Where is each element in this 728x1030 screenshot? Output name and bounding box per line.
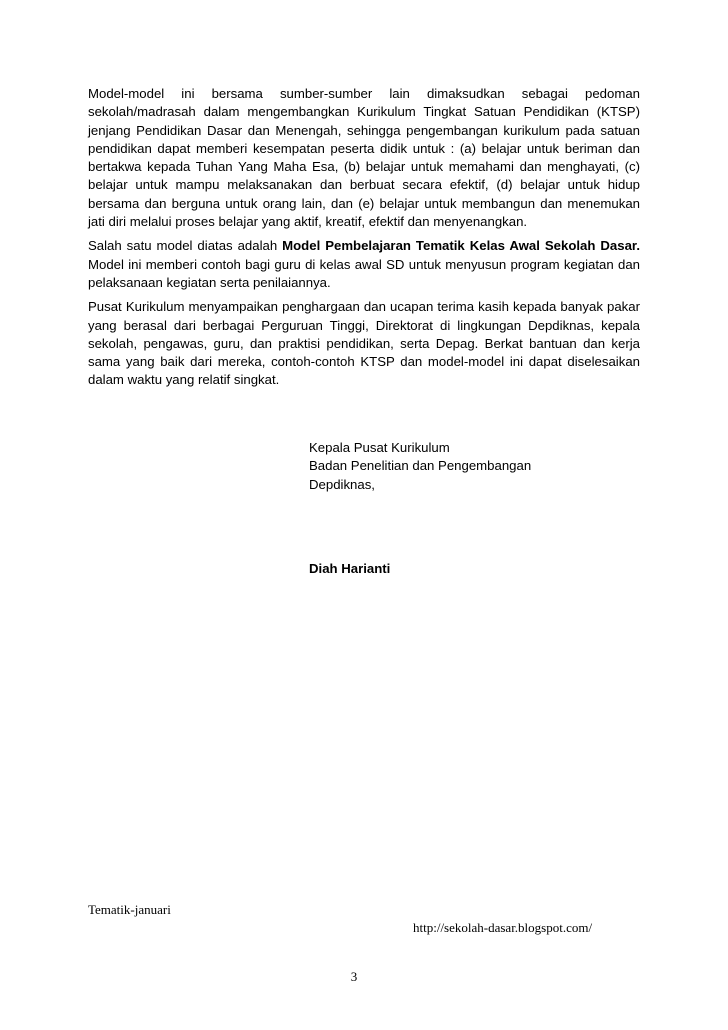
- footer-url-link[interactable]: http://sekolah-dasar.blogspot.com/: [413, 920, 593, 935]
- model-title: Model Pembelajaran Tematik Kelas Awal Sekolah Dasar.: [282, 238, 640, 254]
- paragraph-model-intro: Salah satu model diatas adalah: [88, 238, 283, 254]
- paragraph-model-rest: Model ini memberi contoh bagi guru di kelas awal SD untuk menyusun program kegiatan dan pelaksanaan kegiatan serta penilaiannya.: [88, 256, 640, 290]
- paragraph-purpose: Model-model ini bersama sumber-sumber lain dimaksudkan sebagai pedoman sekolah/madrasah dalam mengembangkan Kurikulum Tingkat Satuan Pendidikan (KTSP) jenjang Pendidikan Dasar dan Menengah, sehingga pengembangan kurikulum pada satuan pendidikan dapat memberi kesempatan peserta didik untuk : (a) belajar untuk beriman dan bertakwa kepada Tuhan Yang Maha Esa, (b) belajar untuk memahami dan menghayati, (c) belajar untuk mampu melaksanakan dan berbuat secara efektif, (d) belajar untuk hidup bersama dan berguna untuk orang lain, dan (e) belajar untuk membangun dan menemukan jati diri melalui proses belajar yang aktif, kreatif, efektif dan menyenangkan.: [88, 86, 640, 230]
- signatory-name: Diah Harianti: [309, 560, 391, 576]
- paragraph-model: [88, 237, 640, 292]
- signature-ministry: Depdiknas,: [309, 476, 375, 492]
- signature-title: Kepala Pusat Kurikulum: [309, 440, 450, 455]
- signature-block: [309, 439, 531, 578]
- paragraph-acknowledgement: Pusat Kurikulum menyampaikan penghargaan dan ucapan terima kasih kepada banyak pakar yang berasal dari berbagai Perguruan Tinggi, Direktorat di lingkungan Depdiknas, kepala sekolah, pengawas, guru, dan praktisi pendidikan, serta Depag. Berkat bantuan dan kerja sama yang baik dari mereka, contoh-contoh KTSP dan model-model ini dapat diselesaikan dalam waktu yang relatif singkat.: [88, 299, 640, 388]
- body-text: [88, 85, 640, 396]
- signature-agency: Badan Penelitian dan Pengembangan: [309, 458, 532, 474]
- footer-label: Tematik-januari: [88, 902, 171, 917]
- page-number: 3: [350, 969, 358, 984]
